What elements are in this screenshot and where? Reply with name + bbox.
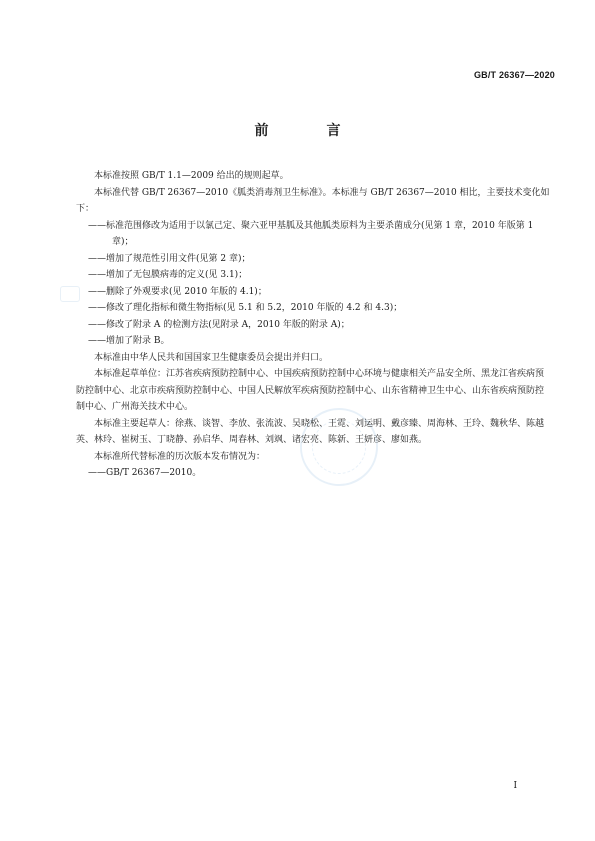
change-item-definition: ——增加了无包膜病毒的定义(见 3.1)； [88, 270, 248, 280]
paragraph-drafters: 本标准主要起草人：徐燕、谈智、李放、张流波、吴晓松、王霓、刘运明、戴彦臻、周海林、王玲、魏秋华、陈越英、林玲、崔树玉、丁晓静、孙启华、周春林、刘飒、诸宏亮、陈新、王妍彦、廖如燕。 [76, 418, 545, 445]
change-item-annex-a: ——修改了附录 A 的检测方法(见附录 A，2010 年版的附录 A)； [88, 319, 350, 330]
standard-code: GB/T 26367—2020 [473, 70, 555, 80]
foreword-body [76, 168, 550, 482]
change-item-annex-b: ——增加了附录 B。 [88, 336, 170, 346]
change-item-references: ——增加了规范性引用文件(见第 2 章)； [88, 253, 251, 264]
change-item-appearance: ——删除了外观要求(见 2010 年版的 4.1)； [88, 286, 267, 297]
paragraph-proposer: 本标准由中华人民共和国国家卫生健康委员会提出并归口。 [94, 352, 329, 363]
page-title: 前 言 [254, 123, 363, 139]
change-item-scope: ——标准范围修改为适用于以氯己定、聚六亚甲基胍及其他胍类原料为主要杀菌成分(见第 1 章，2010 年版第 1 章)； [88, 220, 534, 247]
change-item-indicators: ——修改了理化指标和微生物指标(见 5.1 和 5.2，2010 年版的 4.2 和 4.3)； [88, 303, 403, 313]
paragraph-drafting-units: 本标准起草单位：江苏省疾病预防控制中心、中国疾病预防控制中心环境与健康相关产品安全所、黑龙江省疾病预防控制中心、北京市疾病预防控制中心、中国人民解放军疾病预防控制中心、山东省精神卫生中心、山东省疾病预防控制中心、广州海关技术中心。 [76, 369, 545, 412]
history-item: ——GB/T 26367—2010。 [88, 468, 202, 478]
paragraph-replacement: 本标准代替 GB/T 26367—2010《胍类消毒剂卫生标准》。本标准与 GB/T 26367—2010 相比，主要技术变化如下： [76, 187, 550, 214]
paragraph-history: 本标准所代替标准的历次版本发布情况为： [94, 451, 266, 462]
page-number: I [513, 781, 517, 791]
paragraph-drafting-rules: 本标准按照 GB/T 1.1—2009 给出的规则起草。 [94, 171, 289, 181]
